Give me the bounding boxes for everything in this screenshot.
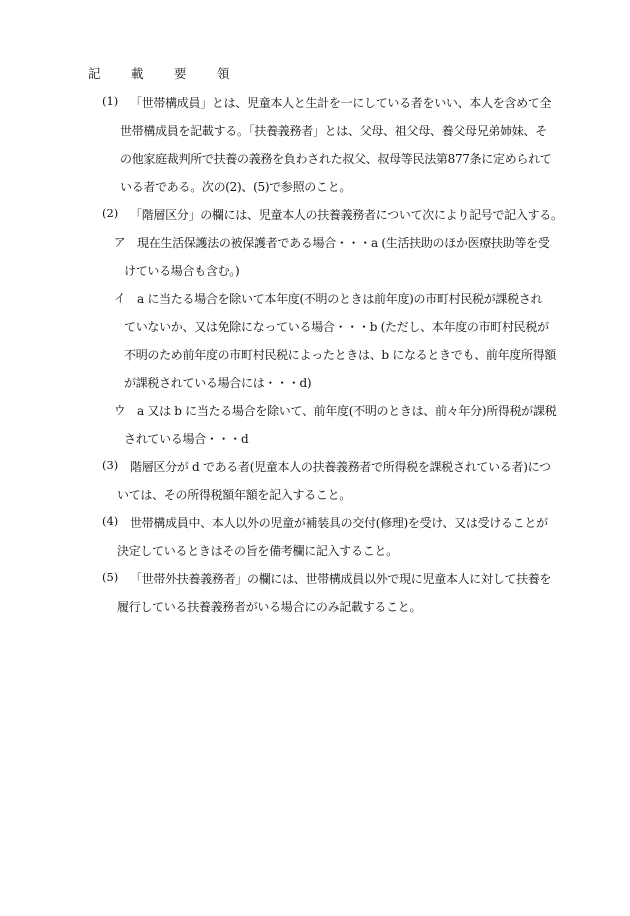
item-line: の他家庭裁判所で扶養の義務を負わされた叔父、叔母等民法第877条に定められて	[120, 152, 552, 166]
item-line: けている場合も含む。)	[124, 264, 240, 278]
item-line: a 又は b に当たる場合を除いて、前年度(不明のときは、前々年分)所得税が課税	[137, 404, 557, 418]
item-number: (4)	[102, 514, 119, 528]
item-line: 世帯構成員中、本人以外の児童が補装具の交付(修理)を受け、又は受けることが	[130, 516, 548, 530]
item-line: 「世帯構成員」とは、児童本人と生計を一にしている者をいい、本人を含めて全	[130, 96, 552, 110]
item-line: 履行している扶養義務者がいる場合にのみ記載すること。	[117, 600, 422, 614]
item-line: いては、その所得税額年額を記入すること。	[117, 488, 352, 502]
item-number: ア	[114, 235, 126, 249]
item-line: a に当たる場合を除いて本年度(不明のときは前年度)の市町村民税が課税され	[137, 292, 543, 306]
item-line: 階層区分が d である者(児童本人の扶養義務者で所得税を課税されている者)につ	[130, 460, 551, 474]
item-line: 現在生活保護法の被保護者である場合・・・a (生活扶助のほか医療扶助等を受	[137, 236, 550, 250]
item-line: いる者である。次の(2)、(5)で参照のこと。	[120, 180, 352, 194]
item-number: (5)	[102, 570, 119, 584]
page-title: 記 載 要 領	[88, 66, 239, 81]
item-line: が課税されている場合には・・・d)	[124, 376, 312, 390]
item-number: ウ	[114, 403, 126, 417]
item-number: (3)	[102, 458, 119, 472]
item-line: 不明のため前年度の市町村民税によったときは、b になるときでも、前年度所得額	[124, 348, 557, 362]
item-line: 「階層区分」の欄には、児童本人の扶養義務者について次により記号で記入する。	[130, 208, 563, 222]
item-number: (1)	[102, 94, 119, 108]
item-line: 「世帯外扶養義務者」の欄には、世帯構成員以外で現に児童本人に対して扶養を	[130, 572, 552, 586]
item-line: ていないか、又は免除になっている場合・・・b (ただし、本年度の市町村民税が	[124, 320, 549, 334]
item-line: 決定しているときはその旨を備考欄に記入すること。	[117, 544, 398, 558]
item-number: イ	[114, 291, 126, 305]
item-line: 世帯構成員を記載する。「扶養義務者」とは、父母、祖父母、養父母兄弟姉妹、そ	[120, 124, 547, 138]
item-line: されている場合・・・d	[124, 432, 249, 446]
item-number: (2)	[102, 206, 119, 220]
